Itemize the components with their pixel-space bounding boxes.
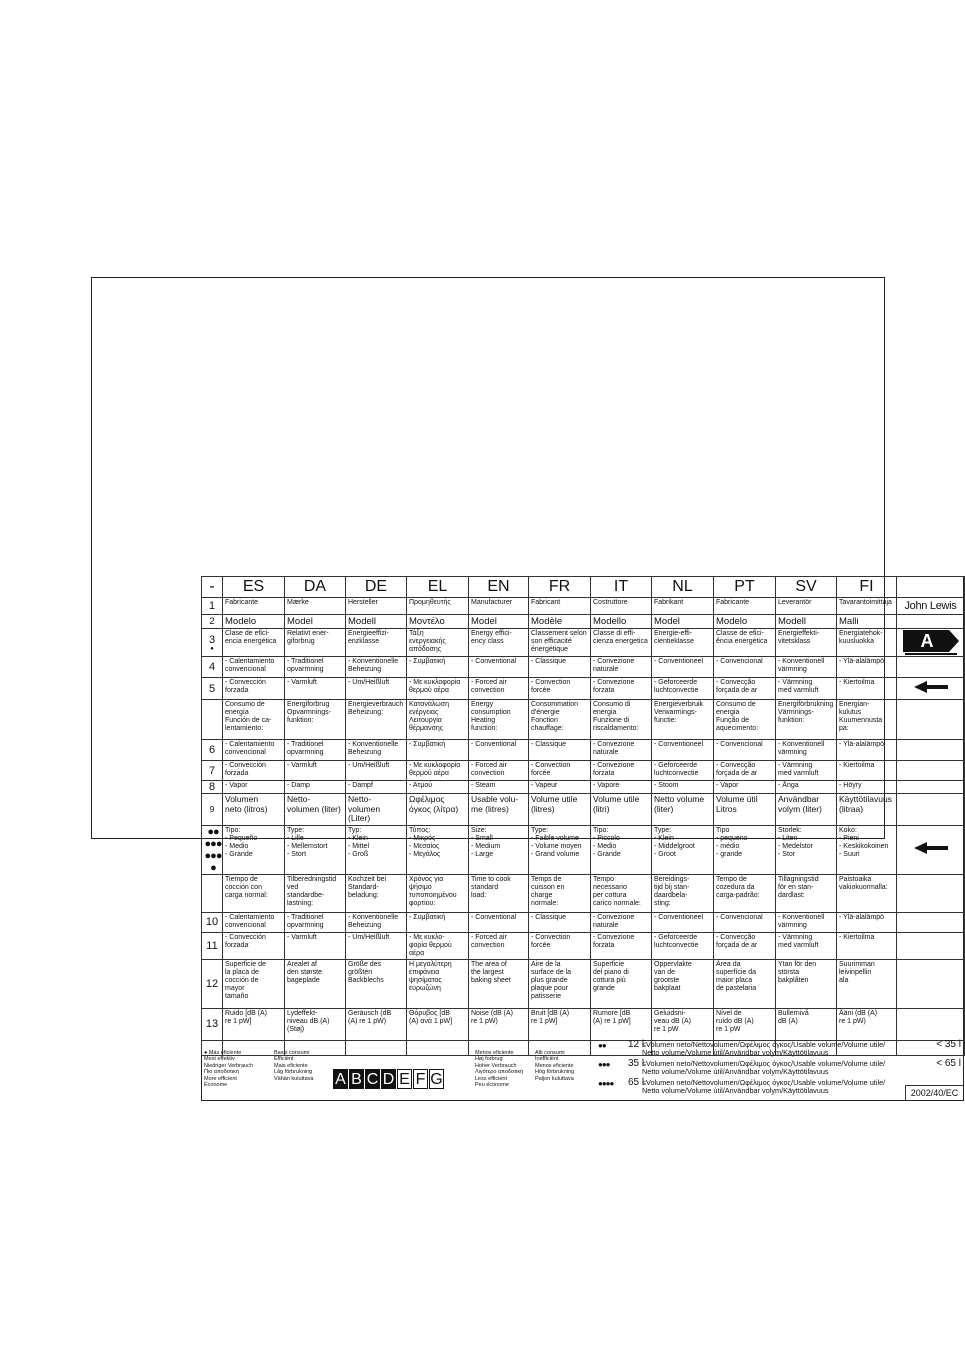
row-number: 8 bbox=[202, 781, 223, 794]
cell-de: - Dampf bbox=[346, 781, 407, 794]
cell-pt: - Convecção forçada de ar bbox=[714, 932, 776, 959]
cell-de: - Konventionelle Beheizung bbox=[346, 740, 407, 761]
cell-el: - Με κυκλο- φορία θερμού αέρα bbox=[407, 932, 469, 959]
cell-it: Modello bbox=[591, 615, 652, 629]
cell-da: Arealet af den største bageplade bbox=[285, 959, 346, 1008]
cell-da: Relativt ener- giforbrug bbox=[285, 629, 346, 657]
cell-fr: - Classique bbox=[529, 657, 591, 678]
cell-es: Consumo de energía Función de ca- lentamiento: bbox=[223, 700, 285, 740]
cell-es: - Convección forzada bbox=[223, 932, 285, 959]
cell-fi: - Kiertoilma bbox=[837, 761, 897, 781]
cell-el: - Συμβατική bbox=[407, 912, 469, 932]
cell-it: - Convezione naturale bbox=[591, 912, 652, 932]
row-value-cell bbox=[897, 740, 965, 761]
scale-letter-e: E bbox=[397, 1069, 412, 1089]
row-number: 3 bbox=[208, 633, 216, 646]
cell-el: Μοντέλο bbox=[407, 615, 469, 629]
cell-it: Volume utile (litri) bbox=[591, 794, 652, 826]
cell-en: - Forced air convection bbox=[469, 932, 529, 959]
label-row bbox=[202, 794, 965, 826]
cell-da: - Varmluft bbox=[285, 761, 346, 781]
size-dots: ●●● bbox=[598, 1060, 610, 1069]
cell-fr: - Convection forcée bbox=[529, 761, 591, 781]
cell-de: Energieeffizi- enzklasse bbox=[346, 629, 407, 657]
cell-es: - Calentamiento convencional bbox=[223, 912, 285, 932]
cell-fi: Malli bbox=[837, 615, 897, 629]
row-number bbox=[202, 874, 223, 912]
cell-da: Tilberedningstid ved standardbe- lastning: bbox=[285, 874, 346, 912]
row-value-cell bbox=[897, 629, 965, 657]
cell-de: - Konventionelle Beheizung bbox=[346, 912, 407, 932]
cell-en: Model bbox=[469, 615, 529, 629]
label-row bbox=[202, 781, 965, 794]
cell-nl: Model bbox=[652, 615, 714, 629]
cell-fi: - Kiertoilma bbox=[837, 678, 897, 700]
cell-sv: - Konventionell värmning bbox=[776, 657, 837, 678]
legend-more-efficient-text: ● Más eficiente Mest effektiv Niedriger Verbrauch Πιο αποδοτική More efficient Économe bbox=[204, 1050, 253, 1089]
cell-es: - Vapor bbox=[223, 781, 285, 794]
cell-de: Modell bbox=[346, 615, 407, 629]
cell-fr: - Convection forcée bbox=[529, 678, 591, 700]
cell-sv: Tillagningstid för en stan- dardlast: bbox=[776, 874, 837, 912]
scale-letter-b: B bbox=[349, 1069, 364, 1089]
header-lang-fr: FR bbox=[529, 577, 591, 598]
cell-sv: - Värmning med varmluft bbox=[776, 761, 837, 781]
cell-pt: Área da superfície da maior placa de pastelaria bbox=[714, 959, 776, 1008]
cell-it: Tipo: - Piccolo - Medio - Grande bbox=[591, 825, 652, 874]
cell-de bbox=[346, 1040, 407, 1055]
cell-el: - Συμβατική bbox=[407, 740, 469, 761]
cell-el: - Ατμού bbox=[407, 781, 469, 794]
cell-de: Hersteller bbox=[346, 598, 407, 615]
cell-en: The area of the largest baking sheet bbox=[469, 959, 529, 1008]
cell-es: Superficie de la placa de cocción de mayor tamaño bbox=[223, 959, 285, 1008]
cell-fi: Energian- kulutus Kuumennusta pa: bbox=[837, 700, 897, 740]
row-value-cell bbox=[897, 657, 965, 678]
cell-pt: - Convecção forçada de ar bbox=[714, 761, 776, 781]
cell-el: Χρόνος για ψήσιμο τυποποιημένου φορτίου: bbox=[407, 874, 469, 912]
cell-it: - Convezione naturale bbox=[591, 657, 652, 678]
cell-sv: - Värmning med varmluft bbox=[776, 678, 837, 700]
cell-sv: - Ånga bbox=[776, 781, 837, 794]
cell-fi: - Ylä-alalämpö bbox=[837, 657, 897, 678]
cell-es: - Calentamiento convencional bbox=[223, 740, 285, 761]
cell-de: - Konventionelle Beheizung bbox=[346, 657, 407, 678]
cell-da: - Varmluft bbox=[285, 678, 346, 700]
cell-el: Κατανάλωση ενέργειας Λειτουργία θέρμανσης bbox=[407, 700, 469, 740]
cell-de: Typ: - Klein - Mittel - Groß bbox=[346, 825, 407, 874]
cell-es: Modelo bbox=[223, 615, 285, 629]
cell-fr: Volume utile (litres) bbox=[529, 794, 591, 826]
cell-es: - Convección forzada bbox=[223, 761, 285, 781]
cell-fi: Ääni (dB (A) re 1 pW) bbox=[837, 1008, 897, 1040]
cell-da: Energiforbrug Opvarmnings- funktion: bbox=[285, 700, 346, 740]
cell-nl: Fabrikant bbox=[652, 598, 714, 615]
cell-de: Geräusch (dB (A) re 1 pW) bbox=[346, 1008, 407, 1040]
cell-it: - Convezione forzata bbox=[591, 761, 652, 781]
cell-en: - Forced air convection bbox=[469, 678, 529, 700]
row-number: 2 bbox=[202, 615, 223, 629]
arrow-left-icon bbox=[914, 842, 948, 854]
cell-en: Size: - Small - Medium - Large bbox=[469, 825, 529, 874]
header-lang-el: EL bbox=[407, 577, 469, 598]
label-row bbox=[202, 825, 965, 874]
cell-fi: - Ylä-alalämpö bbox=[837, 912, 897, 932]
row-value-cell bbox=[897, 959, 965, 1008]
header-lang-es: ES bbox=[223, 577, 285, 598]
row-number: 10 bbox=[202, 912, 223, 932]
cell-de: Energieverbrauch Beheizung: bbox=[346, 700, 407, 740]
size-text: ≤Volumen neto/Nettovolumen/Ωφέλιμος όγκος/Usable volume/Volume utile/ Netto volume/Volume útil/Användbar volym/Käyttötilavuus bbox=[642, 1078, 886, 1096]
cell-it: Classe di effi- cienza energetica bbox=[591, 629, 652, 657]
cell-es: Fabricante bbox=[223, 598, 285, 615]
cell-el: Τύπος: - Μικρός - Μεσαίος - Μεγάλος bbox=[407, 825, 469, 874]
header-lang-da: DA bbox=[285, 577, 346, 598]
cell-de: - Um/Heißluft bbox=[346, 678, 407, 700]
header-lang-en: EN bbox=[469, 577, 529, 598]
cell-pt: - Convencional bbox=[714, 912, 776, 932]
cell-pt: Tempo de cozedura da carga-padrão: bbox=[714, 874, 776, 912]
cell-sv: Användbar volym (liter) bbox=[776, 794, 837, 826]
cell-nl: - Conventioneel bbox=[652, 912, 714, 932]
row-value-cell bbox=[897, 615, 965, 629]
label-row bbox=[202, 657, 965, 678]
row-number: 1 bbox=[202, 598, 223, 615]
cell-da: Model bbox=[285, 615, 346, 629]
label-table bbox=[201, 576, 965, 1056]
cell-pt: Nível de ruído dB (A) re 1 pW bbox=[714, 1008, 776, 1040]
cell-sv: Energieffekti- vitetsklass bbox=[776, 629, 837, 657]
row-value-cell bbox=[897, 761, 965, 781]
size-dots: ●● bbox=[598, 1041, 606, 1050]
cell-nl: - Geforceerde luchtconvectie bbox=[652, 678, 714, 700]
cell-el: Η μεγαλύτερη επιφάνεια ψησίματος ευρωζώνη bbox=[407, 959, 469, 1008]
cell-pt: Consumo de energia Função de aquecimento: bbox=[714, 700, 776, 740]
cell-pt: - Convecção forçada de ar bbox=[714, 678, 776, 700]
cell-nl: Bereidings- tijd bij stan- daardbela- sting: bbox=[652, 874, 714, 912]
cell-es: Tiempo de cocción con carga normal: bbox=[223, 874, 285, 912]
outer-frame bbox=[91, 277, 961, 1098]
label-row bbox=[202, 678, 965, 700]
cell-sv: Storlek: - Liten - Medelstor - Stor bbox=[776, 825, 837, 874]
row-number: 11 bbox=[202, 932, 223, 959]
cell-da: Type: - Lille - Mellemstort - Stort bbox=[285, 825, 346, 874]
cell-da: - Traditionel opvarmning bbox=[285, 740, 346, 761]
cell-de: Netto- volumen (Liter) bbox=[346, 794, 407, 826]
cell-es: Ruido [dB (A) re 1 pW] bbox=[223, 1008, 285, 1040]
cell-it: Superficie del piano di cottura più grande bbox=[591, 959, 652, 1008]
cell-de: - Um/Heißluft bbox=[346, 932, 407, 959]
cell-nl: Geluidsni- veau dB (A) re 1 pW bbox=[652, 1008, 714, 1040]
cell-es: Volumen neto (litros) bbox=[223, 794, 285, 826]
cell-nl: Energie-effi- cientieklasse bbox=[652, 629, 714, 657]
cell-nl: Oppervlakte van de grootste bakplaat bbox=[652, 959, 714, 1008]
cell-sv: Energiförbrukning Värmnings- funktion: bbox=[776, 700, 837, 740]
row-value-cell bbox=[897, 794, 965, 826]
cell-da: - Varmluft bbox=[285, 932, 346, 959]
directive-number: 2002/40/EC bbox=[905, 1085, 963, 1100]
cell-it: Costruttore bbox=[591, 598, 652, 615]
cell-pt: Fabricante bbox=[714, 598, 776, 615]
cell-es: Clase de efici- encia energética bbox=[223, 629, 285, 657]
label-row bbox=[202, 598, 965, 615]
cell-nl: - Geforceerde luchtconvectie bbox=[652, 761, 714, 781]
cell-en: - Conventional bbox=[469, 657, 529, 678]
cell-fr: Consommation d'énergie Fonction chauffage: bbox=[529, 700, 591, 740]
cell-el bbox=[407, 1040, 469, 1055]
cell-fr: Temps de cuisson en charge normale: bbox=[529, 874, 591, 912]
cell-pt: Classe de efici- ência energética bbox=[714, 629, 776, 657]
arrow-left-icon bbox=[914, 681, 948, 693]
cell-pt: Modelo bbox=[714, 615, 776, 629]
legend-less-efficient-text: Menos eficiente Høj forbrug Hoher Verbrauch Λιγότερο αποδοτική Less efficient Peu économe bbox=[475, 1050, 524, 1089]
cell-sv: Ytan för den största bakplåten bbox=[776, 959, 837, 1008]
cell-fi: - Höyry bbox=[837, 781, 897, 794]
cell-fi: Käyttötilavuus (litraa) bbox=[837, 794, 897, 826]
scale-letter-g: G bbox=[430, 1071, 443, 1088]
header-empty bbox=[897, 577, 965, 598]
cell-pt: - Convencional bbox=[714, 740, 776, 761]
label-row bbox=[202, 761, 965, 781]
header-lang-fi: FI bbox=[837, 577, 897, 598]
energy-label bbox=[201, 576, 964, 1101]
size-value: 12 l bbox=[628, 1039, 645, 1050]
row-number bbox=[202, 700, 223, 740]
cell-nl: - Conventioneel bbox=[652, 740, 714, 761]
label-row bbox=[202, 615, 965, 629]
cell-pt: Tipo - pequeno - médio - grande bbox=[714, 825, 776, 874]
cell-en: Energy effici- ency class bbox=[469, 629, 529, 657]
cell-fr: - Classique bbox=[529, 912, 591, 932]
scale-letter-f: F bbox=[413, 1069, 428, 1089]
cell-it: - Convezione forzata bbox=[591, 678, 652, 700]
row-value-cell bbox=[897, 678, 965, 700]
cell-fr: Modèle bbox=[529, 615, 591, 629]
label-row bbox=[202, 700, 965, 740]
row-number: 13 bbox=[202, 1008, 223, 1040]
cell-it: - Vapore bbox=[591, 781, 652, 794]
size-value: 35 l bbox=[628, 1058, 645, 1069]
cell-sv: - Konventionell värmning bbox=[776, 912, 837, 932]
cell-el: - Με κυκλοφορία θερμού αέρα bbox=[407, 761, 469, 781]
cell-de: - Um/Heißluft bbox=[346, 761, 407, 781]
cell-da: - Damp bbox=[285, 781, 346, 794]
cell-fr: Fabricant bbox=[529, 598, 591, 615]
header-lang-de: DE bbox=[346, 577, 407, 598]
row-number-cell bbox=[202, 629, 223, 657]
cell-da: - Traditionel opvarmning bbox=[285, 657, 346, 678]
brand-name: John Lewis bbox=[897, 598, 965, 615]
energy-class-letter: A bbox=[920, 631, 934, 651]
size-dots: ●●●● bbox=[598, 1079, 614, 1088]
cell-en: Noise (dB (A) re 1 pW) bbox=[469, 1008, 529, 1040]
cell-it: Consumo di energia Funzione di riscaldamento: bbox=[591, 700, 652, 740]
size-text: ≤Volumen neto/Nettovolumen/Ωφέλιμος όγκος/Usable volume/Volume utile/ Netto volume/Volume útil/Användbar volym/Käyttötilavuus bbox=[642, 1059, 886, 1077]
cell-pt: - Convencional bbox=[714, 657, 776, 678]
header-lang-sv: SV bbox=[776, 577, 837, 598]
cell-it: Tempo necessario per cottura carico normale: bbox=[591, 874, 652, 912]
cell-en: - Conventional bbox=[469, 912, 529, 932]
cell-fi: Paistoaika vakiokuormalla: bbox=[837, 874, 897, 912]
label-row bbox=[202, 1008, 965, 1040]
label-row bbox=[202, 629, 965, 657]
cell-pt: Volume útil Litros bbox=[714, 794, 776, 826]
row-value-cell bbox=[897, 932, 965, 959]
cell-sv: Modell bbox=[776, 615, 837, 629]
energy-class-arrow-icon bbox=[903, 630, 959, 652]
cell-da: Mærke bbox=[285, 598, 346, 615]
cell-fi: Tavarantoimittaja bbox=[837, 598, 897, 615]
row-number: 9 bbox=[202, 794, 223, 826]
header-lang-nl: NL bbox=[652, 577, 714, 598]
label-row bbox=[202, 874, 965, 912]
scale-letter-a: A bbox=[333, 1069, 348, 1089]
cell-en: Usable volu- me (litres) bbox=[469, 794, 529, 826]
scale-letter-d: D bbox=[382, 1071, 395, 1088]
cell-el: Προμηθευτής bbox=[407, 598, 469, 615]
size-text: ≤Volumen neto/Nettovolumen/Ωφέλιμος όγκος/Usable volume/Volume utile/ Netto volume/Volume útil/Användbar volym/Käyttötilavuus bbox=[642, 1040, 886, 1058]
row-number: 4 bbox=[202, 657, 223, 678]
cell-nl: - Stoom bbox=[652, 781, 714, 794]
size-value: 65 l bbox=[628, 1077, 645, 1088]
cell-pt: - Vapor bbox=[714, 781, 776, 794]
cell-es: - Calentamiento convencional bbox=[223, 657, 285, 678]
cell-en: - Forced air convection bbox=[469, 761, 529, 781]
cell-fr: - Vapeur bbox=[529, 781, 591, 794]
cell-fi: Suurimman leivinpellin ala bbox=[837, 959, 897, 1008]
cell-it: - Convezione forzata bbox=[591, 932, 652, 959]
row-value-cell bbox=[897, 1008, 965, 1040]
label-row bbox=[202, 959, 965, 1008]
cell-fr: Bruit [dB (A) re 1 pW] bbox=[529, 1008, 591, 1040]
cell-sv: Leverantör bbox=[776, 598, 837, 615]
row-number: 5 bbox=[202, 678, 223, 700]
cell-fi: Koko: - Pieni - Keskikokoinen - Suuri bbox=[837, 825, 897, 874]
cell-el: Ωφέλιμος όγκος (λίτρα) bbox=[407, 794, 469, 826]
legend-more-efficient-text-2: Bassi consumi Efficiënt Mais eficiente Låg förbrukning Vähän kuluttava bbox=[274, 1050, 314, 1082]
cell-sv: - Värmning med varmluft bbox=[776, 932, 837, 959]
cell-nl: Netto volume (liter) bbox=[652, 794, 714, 826]
header-lang-it: IT bbox=[591, 577, 652, 598]
row-number: 7 bbox=[202, 761, 223, 781]
cell-de: Kochzeit bei Standard- beladung: bbox=[346, 874, 407, 912]
header-lang-pt: PT bbox=[714, 577, 776, 598]
cell-es: Tipo: - Pequeño - Medio - Grande bbox=[223, 825, 285, 874]
cell-nl: Energieverbruik Verwarmings- functie: bbox=[652, 700, 714, 740]
efficiency-scale bbox=[333, 1069, 445, 1091]
row-dots-mark: ● bbox=[210, 645, 214, 652]
label-row bbox=[202, 740, 965, 761]
cell-fr: Classement selon son efficacité énergétique bbox=[529, 629, 591, 657]
cell-fr: - Classique bbox=[529, 740, 591, 761]
label-row bbox=[202, 932, 965, 959]
cell-en: Time to cook standard load: bbox=[469, 874, 529, 912]
cell-da: Lydeffekt- niveau dB (A) (Støj) bbox=[285, 1008, 346, 1040]
size-range: < 35 l bbox=[936, 1039, 961, 1050]
row-number: 12 bbox=[202, 959, 223, 1008]
cell-nl: - Conventioneel bbox=[652, 657, 714, 678]
cell-it: Rumore [dB (A) re 1 pW] bbox=[591, 1008, 652, 1040]
legend-less-efficient-text-2: Alti consumi Inefficiënt Menos eficiente Hög förbrukning Paljon kuluttava bbox=[535, 1050, 575, 1082]
cell-da: - Traditionel opvarmning bbox=[285, 912, 346, 932]
cell-nl: Type: - Klein - Middelgroot - Groot bbox=[652, 825, 714, 874]
cell-fr: Type: - Faible volume - Volume moyen - Grand volume bbox=[529, 825, 591, 874]
cell-en: - Steam bbox=[469, 781, 529, 794]
row-value-cell bbox=[897, 912, 965, 932]
cell-fr: Aire de la surface de la plus grande plaque pour patisserie bbox=[529, 959, 591, 1008]
label-row bbox=[202, 912, 965, 932]
cell-el: Θόρυβος [dB (A) ανά 1 pW] bbox=[407, 1008, 469, 1040]
cell-fi: Energiatehok- kuusluokka bbox=[837, 629, 897, 657]
cell-en: Energy consumption Heating function: bbox=[469, 700, 529, 740]
row-value-cell bbox=[897, 700, 965, 740]
header-row bbox=[202, 577, 965, 598]
row-dots: ●● ●●● ●●●● bbox=[202, 825, 223, 874]
scale-letter-c: C bbox=[366, 1071, 379, 1088]
row-number: 6 bbox=[202, 740, 223, 761]
cell-en: - Conventional bbox=[469, 740, 529, 761]
cell-el: - Με κυκλοφορία θερμού αέρα bbox=[407, 678, 469, 700]
row-value-cell bbox=[897, 781, 965, 794]
cell-el: - Συμβατική bbox=[407, 657, 469, 678]
cell-fr: - Convection forcée bbox=[529, 932, 591, 959]
size-range: < 65 l bbox=[936, 1058, 961, 1069]
cell-it: - Convezione naturale bbox=[591, 740, 652, 761]
cell-sv: - Konventionell värmning bbox=[776, 740, 837, 761]
header-dash: - bbox=[202, 577, 223, 598]
cell-sv: Bullernivå dB (A) bbox=[776, 1008, 837, 1040]
cell-es: - Convección forzada bbox=[223, 678, 285, 700]
row-value-cell bbox=[897, 874, 965, 912]
cell-nl: - Geforceerde luchtconvectie bbox=[652, 932, 714, 959]
cell-el: Τάξη ενεργειακής απόδοσης bbox=[407, 629, 469, 657]
cell-fi: - Ylä-alalämpö bbox=[837, 740, 897, 761]
row-value-cell bbox=[897, 825, 965, 874]
cell-en: Manufacturer bbox=[469, 598, 529, 615]
cell-de: Größe des größten Backblechs bbox=[346, 959, 407, 1008]
cell-da: Netto- volumen (liter) bbox=[285, 794, 346, 826]
cell-fi: - Kiertoilma bbox=[837, 932, 897, 959]
